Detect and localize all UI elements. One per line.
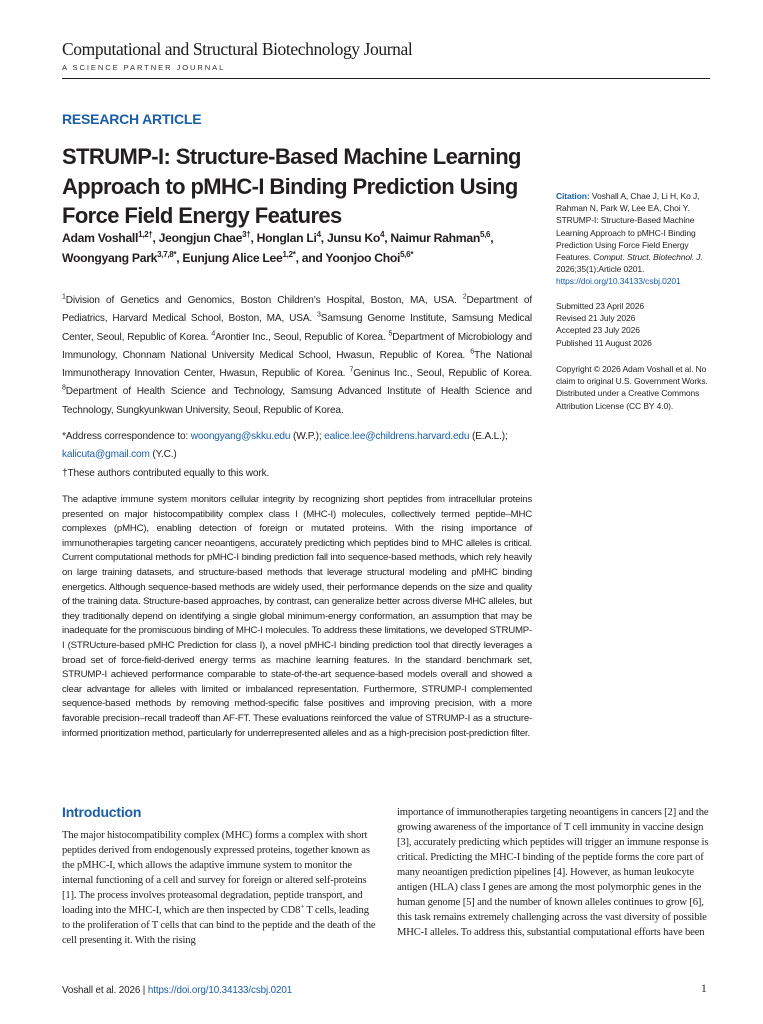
- author-affiliation-marker: 3,7,8*: [157, 249, 177, 259]
- citation-doi-link[interactable]: https://doi.org/10.34133/csbj.0201: [556, 276, 681, 287]
- author-list: [62, 229, 532, 268]
- citation-text: Voshall A, Chae J, Li H, Ko J, Rahman N, Park W, Lee EA, Choi Y. STRUMP-I: Structure-Based Machine Learning Approach to pMHC-I Binding Prediction Using Force Field Energy Features.: [556, 191, 700, 263]
- author-name: Woongyang Park: [62, 250, 158, 265]
- affiliation-text: Division of Genetics and Genomics, Boston Children’s Hospital, Boston, MA, USA.: [65, 295, 463, 306]
- date-accepted: Accepted 23 July 2026: [556, 325, 640, 336]
- author-separator: ,: [250, 231, 257, 245]
- author-name: Eunjung Alice Lee: [182, 250, 283, 265]
- author-affiliation-marker: 4: [380, 229, 385, 239]
- affiliation-text: Department of Pediatrics, Harvard Medical School, Boston, MA, USA.: [62, 295, 532, 325]
- author-separator: ,: [295, 250, 302, 265]
- affiliation-number: 5: [388, 330, 393, 338]
- correspondence-sep-2: (E.A.L.);: [469, 431, 508, 442]
- citation-journal: Comput. Struct. Biotechnol. J.: [593, 252, 703, 263]
- author-affiliation-marker: 1,2†: [138, 229, 153, 239]
- article-title: STRUMP-I: Structure-Based Machine Learning Approach to pMHC-I Binding Prediction Using Force Field Energy Features: [62, 144, 521, 228]
- citation-label: Citation:: [556, 191, 590, 201]
- correspondence-prefix: *Address correspondence to:: [62, 431, 191, 442]
- introduction-heading: Introduction: [62, 804, 142, 820]
- header-divider: [62, 78, 710, 79]
- author-affiliation-marker: 5,6: [479, 229, 491, 239]
- copyright-notice: Copyright © 2026 Adam Voshall et al. No claim to original U.S. Government Works. Distributed under a Creative Commons Attribution License (CC BY 4.0).: [556, 364, 708, 411]
- intro-text-sup: +: [300, 902, 305, 911]
- date-revised: Revised 21 July 2026: [556, 313, 636, 324]
- citation-block: [556, 190, 711, 288]
- affiliation-text: Department of Microbiology and Immunology, Chonnam National University Medical School, Hwasun, Republic of Korea.: [62, 331, 532, 361]
- author-affiliation-marker: 4: [316, 229, 321, 239]
- affiliation-text: Samsung Genome Institute, Samsung Medical Center, Seoul, Republic of Korea.: [62, 313, 533, 343]
- author-separator: ,: [490, 231, 494, 245]
- affiliation-number: 8: [62, 385, 66, 393]
- footer-citation: [62, 985, 292, 996]
- date-published: Published 11 August 2026: [556, 337, 652, 348]
- equal-contribution-note: †These authors contributed equally to this work.: [62, 467, 270, 479]
- affiliation-number: 4: [211, 330, 216, 338]
- author-separator: ,: [152, 231, 159, 245]
- journal-name: Computational and Structural Biotechnology Journal: [62, 39, 413, 59]
- footer-doi-link[interactable]: https://doi.org/10.34133/csbj.0201: [147, 985, 293, 996]
- affiliation-number: 6: [470, 348, 475, 356]
- affiliation-text: The National Immunotherapy Innovation Center, Hwasun, Republic of Korea.: [62, 349, 533, 380]
- email-link-park[interactable]: woongyang@skku.edu: [190, 431, 291, 442]
- affiliation-number: 3: [317, 311, 321, 319]
- author-separator: ,: [384, 231, 391, 245]
- affiliation-text: Geninus Inc., Seoul, Republic of Korea.: [353, 368, 532, 380]
- correspondence-sep-3: (Y.C.): [149, 449, 177, 461]
- abstract: The adaptive immune system monitors cellular integrity by recognizing short peptides from intracellular proteins presented on major histocompatibility complex class I (MHC-I) molecules, collectively termed peptide–MHC complexes (pMHC), enabling detection of foreign or mutated proteins. With the rising importance of immunotherapies targeting cancer neoantigens, accurately predicting which peptides bind to MHC alleles is critical. Current computational methods for pMHC-I binding prediction fall into sequence-based methods, which rely heavily on large training datasets, and structure-based methods that leverage structural modeling and pMHC binding energetics. Although sequence-based methods are widely used, their performance depends on the size and quality of the training data. Structure-based approaches, by contrast, can generalize better across diverse MHC alleles, but they traditionally depend on identifying a single global minimum-energy conformation, an assumption that may be inadequate for the promiscuous binding of MHC-I molecules. To address these limitations, we developed STRUMP-I (STRUcture-based pMHC Prediction for class I), a novel pMHC-I binding prediction tool that directly leverages a broad set of force-field-derived energy terms as machine learning features. In the standard benchmark set, STRUMP-I achieved performance comparable to state-of-the-art sequence-based models overall and showed a clear advantage for alleles with limited or imbalanced representation. Furthermore, STRUMP-I complemented sequence-based methods by removing method-specific false positives and improving precision, with a more favorable precision–recall tradeoff than AF-FT. These evaluations reinforced the value of STRUMP-I as a structure-informed prioritization method, particularly for underrepresented alleles and as a high-precision post-prediction filter.: [62, 494, 532, 739]
- journal-partner-tagline: A SCIENCE PARTNER JOURNAL: [62, 63, 226, 72]
- intro-column-left: [62, 828, 376, 948]
- author-name: Jeongjun Chae: [158, 231, 243, 245]
- author-separator: ,: [320, 231, 327, 245]
- affiliation-text: Department of Health Science and Technology, Samsung Advanced Institute of Health Science and Technology, Sungkyunkwan University, Seoul, Republic of Korea.: [62, 386, 532, 416]
- email-link-lee[interactable]: ealice.lee@childrens.harvard.edu: [324, 431, 470, 442]
- affiliation-number: 1: [62, 293, 66, 301]
- author-affiliation-marker: 1,2*: [282, 249, 296, 259]
- footer-author-year: Voshall et al. 2026 |: [62, 985, 148, 996]
- article-dates: [556, 300, 711, 349]
- intro-column-right: importance of immunotherapies targeting neoantigens in cancers [2] and the growing awareness of the importance of T cell immunity in vaccine design [3], accurately predicting which peptides will trigger an immune response is critical. Predicting the MHC-I binding of the peptide forms the core part of many neoantigen prediction pipelines [4]. However, as human leukocyte antigen (HLA) class I genes are among the most polymorphic genes in the human genome [5] and the number of known alleles continues to grow [6], this task remains extremely challenging across the vast diversity of possible MHC-I alleles. To address this, substantial computational efforts have been: [397, 807, 709, 938]
- date-submitted: Submitted 23 April 2026: [556, 301, 644, 311]
- correspondence-block: [62, 428, 532, 483]
- author-name: Yoonjoo Choi: [325, 250, 401, 265]
- article-type-label: RESEARCH ARTICLE: [62, 111, 202, 127]
- author-name: Honglan Li: [256, 231, 317, 245]
- correspondence-sep-1: (W.P.);: [290, 431, 325, 442]
- author-name: Adam Voshall: [62, 231, 139, 245]
- affiliation-number: 7: [349, 366, 354, 374]
- intro-text-b: T cells, leading to the proliferation of T cells that can bind to the peptide and the death of the cell presenting it. With the rising: [62, 905, 376, 946]
- email-link-choi[interactable]: kalicuta@gmail.com: [62, 449, 150, 461]
- affiliation-number: 2: [462, 293, 467, 301]
- author-name: Naimur Rahman: [390, 231, 480, 245]
- author-separator: ,: [176, 250, 183, 265]
- intro-text-a: The major histocompatibility complex (MHC) forms a complex with short peptides derived from endogenously expressed proteins, together known as the pMHC-I, which allows the adaptive immune system to monitor the internal functioning of a cell and survey for foreign or altered self-proteins [1]. The process involves proteasomal degradation, peptide transport, and loading into the MHC-I, which are then inspected by CD8: [62, 830, 370, 916]
- author-affiliation-marker: 5,6*: [400, 249, 414, 259]
- author-name: Junsu Ko: [326, 231, 381, 245]
- page-number: 1: [701, 983, 707, 995]
- author-and: and: [301, 250, 326, 265]
- affiliations: [62, 292, 532, 420]
- citation-volume: 2026;35(1):Article 0201.: [556, 264, 645, 275]
- author-affiliation-marker: 3†: [242, 229, 251, 239]
- affiliation-text: Arontier Inc., Seoul, Republic of Korea.: [215, 331, 389, 343]
